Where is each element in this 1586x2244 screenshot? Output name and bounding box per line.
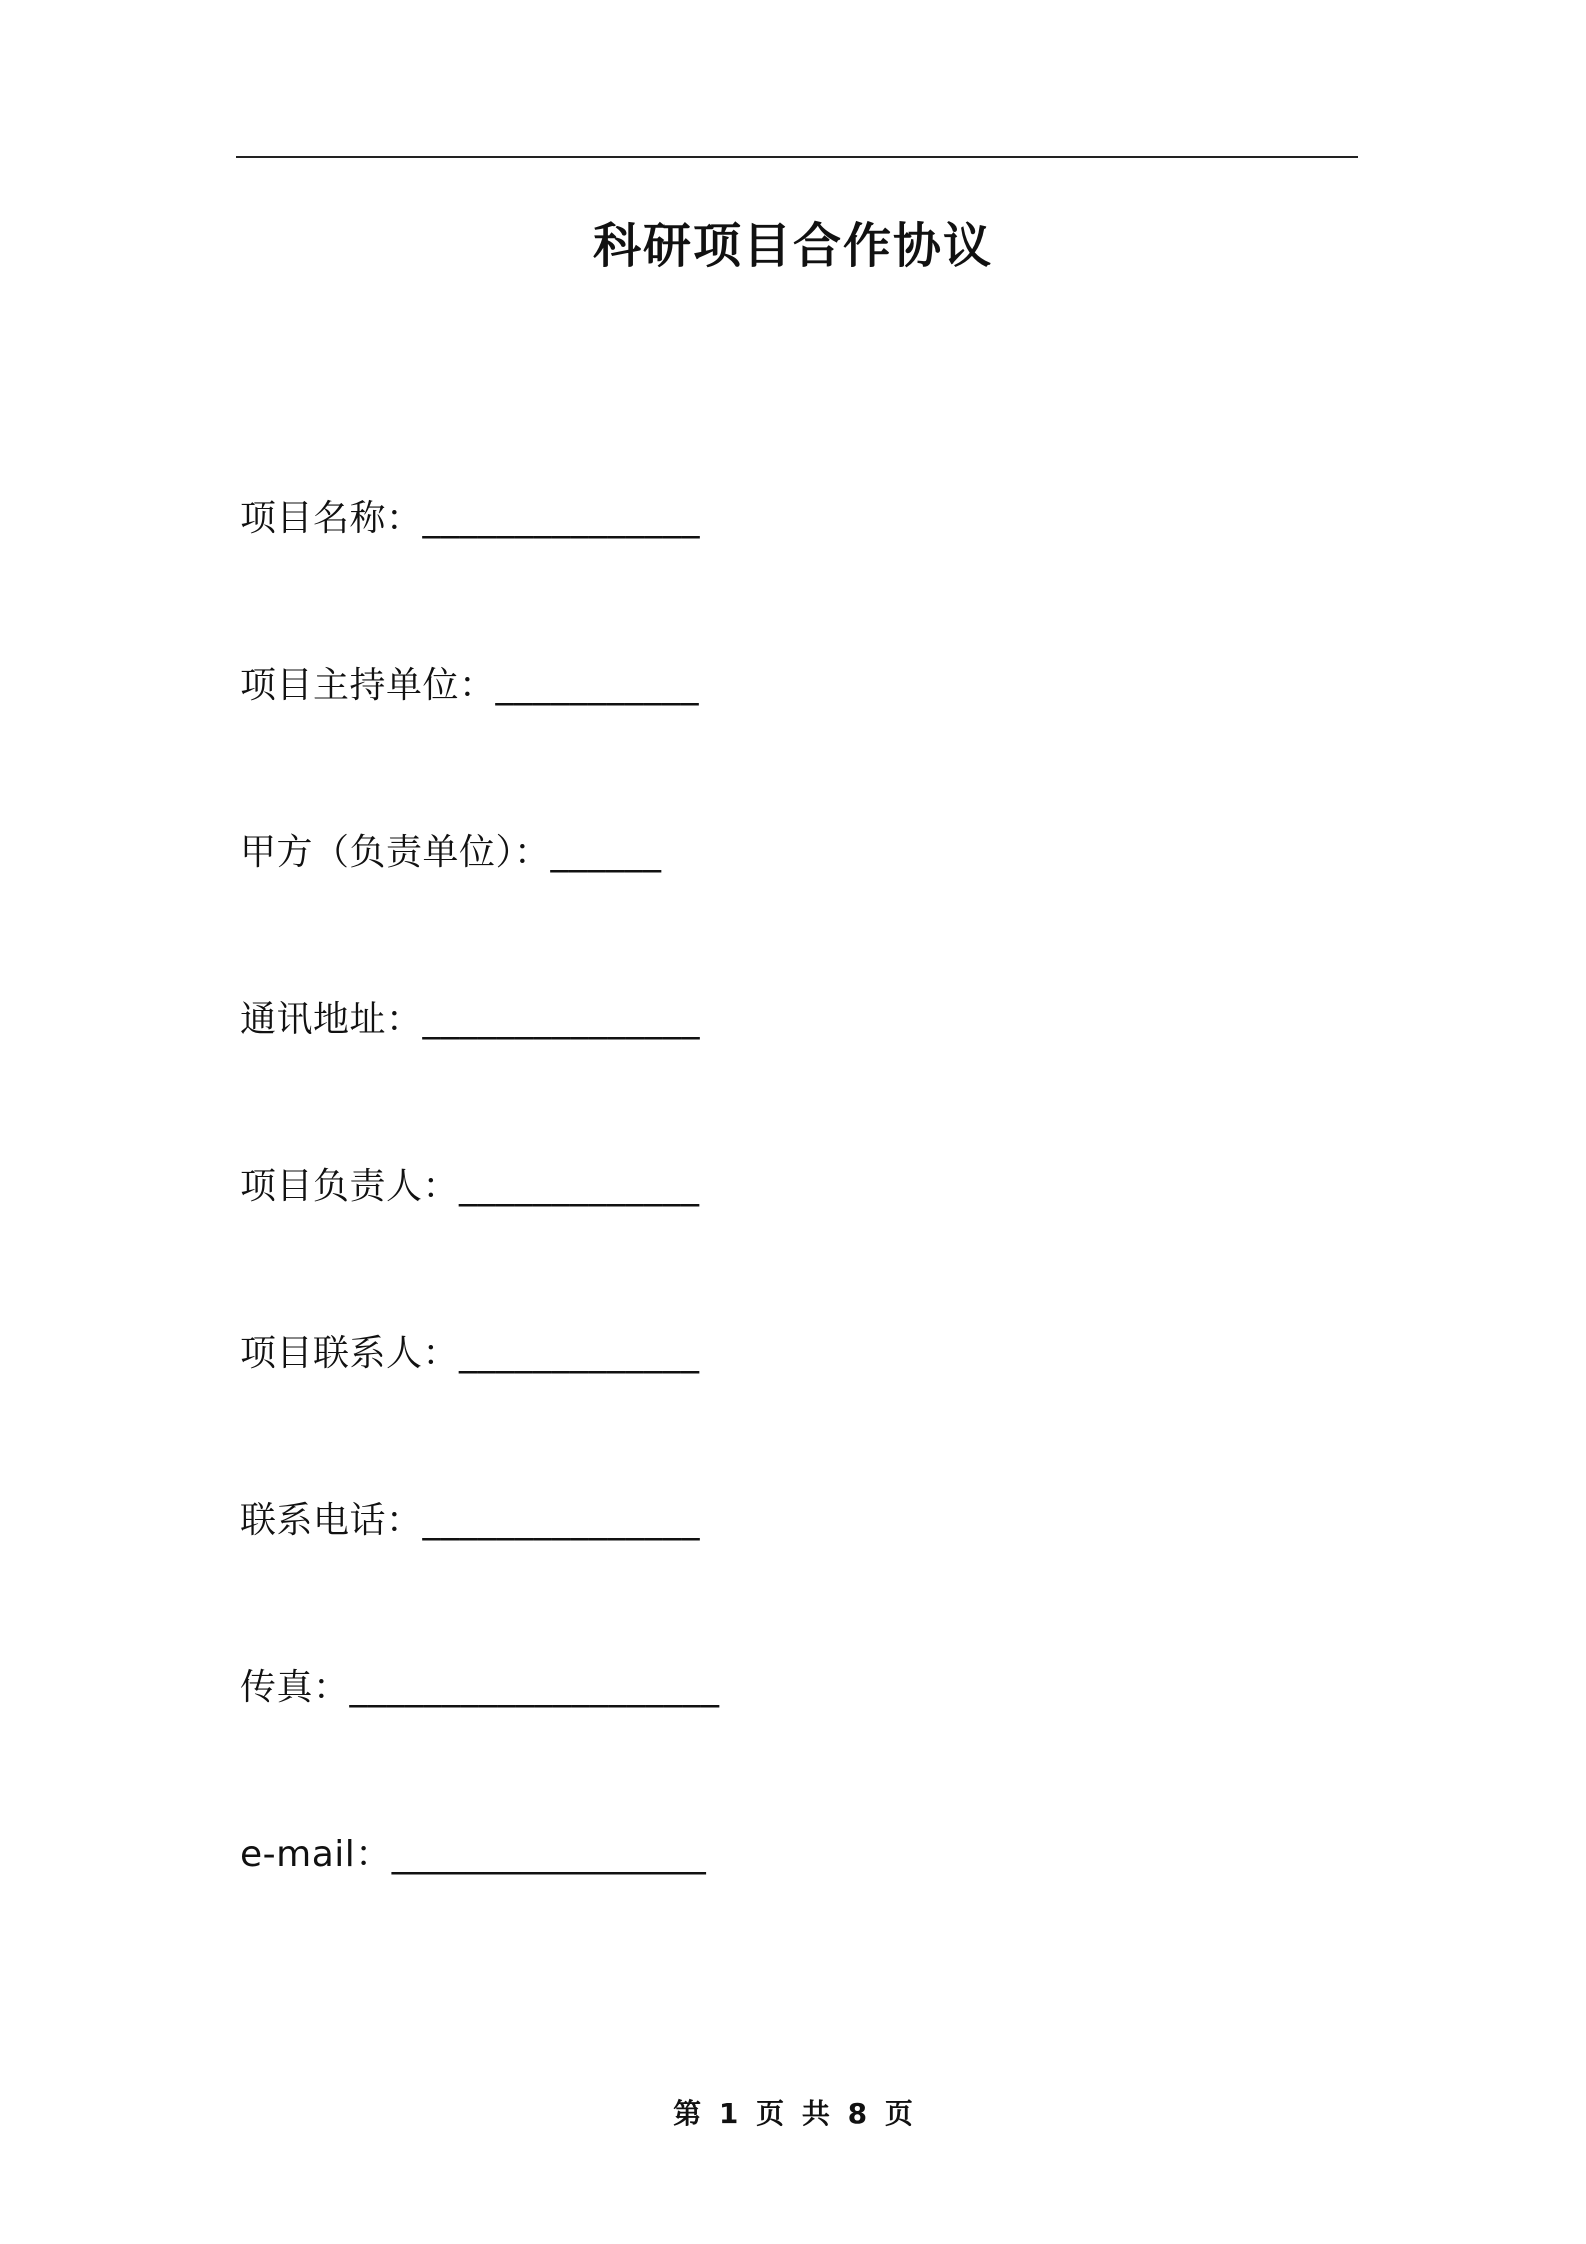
field-contact-phone: 联系电话：_______________ <box>240 1500 701 1541</box>
field-project-leader: 项目负责人：_____________ <box>240 1166 700 1207</box>
document-title: 科研项目合作协议 <box>592 218 993 274</box>
field-mailing-address: 通讯地址：_______________ <box>240 999 701 1040</box>
field-host-organization: 项目主持单位：___________ <box>240 665 700 706</box>
field-fax: 传真：____________________ <box>240 1667 720 1708</box>
page-number-footer: 第 1 页 共 8 页 <box>673 2097 913 2130</box>
header-rule <box>236 156 1358 158</box>
field-party-a: 甲方（负责单位）：______ <box>240 832 662 873</box>
form-field-list <box>240 488 720 1991</box>
field-project-name: 项目名称：_______________ <box>240 498 701 539</box>
field-project-contact: 项目联系人：_____________ <box>240 1333 700 1374</box>
field-email: e-mail：_________________ <box>240 1834 707 1875</box>
